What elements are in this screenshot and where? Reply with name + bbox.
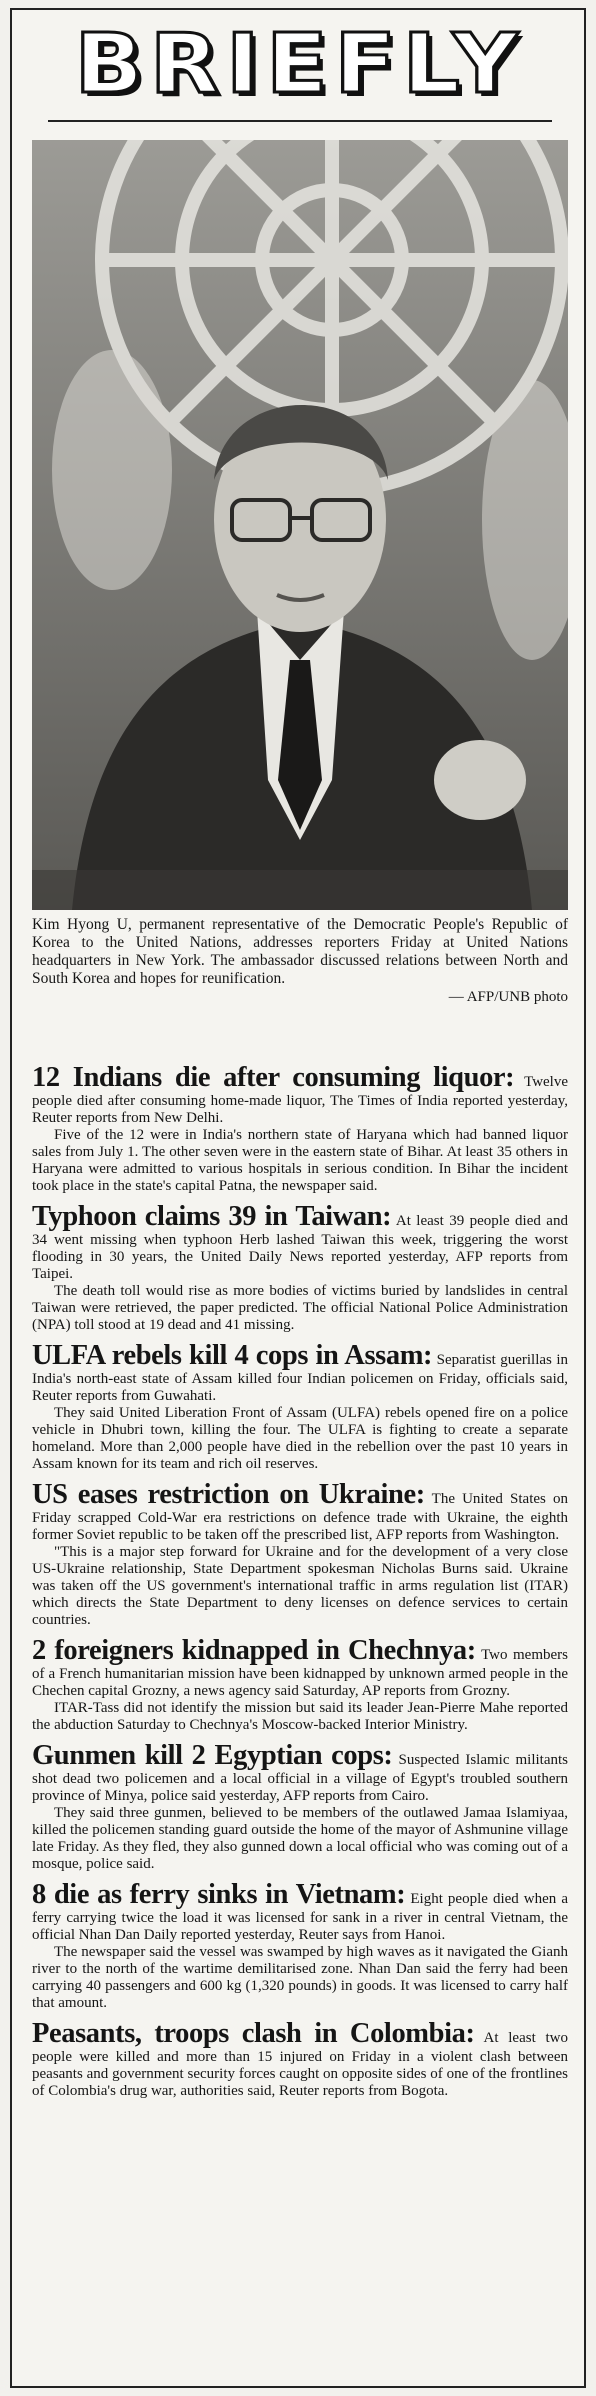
story-lead: Suspected Islamic militants shot dead two policemen and a local official in a village of Egypt's troubled southern province of Minya, police said yesterday, AFP reports from Cairo. bbox=[32, 1752, 568, 1804]
story-headline: 2 foreigners kidnapped in Chechnya: bbox=[32, 1635, 476, 1666]
story-paragraph: Five of the 12 were in India's northern state of Haryana which had banned liquor sales from July 1. The other seven were in the eastern state of Bihar. At least 35 others in Haryana were admitted to various hospitals in serious condition. In Bihar the incident took place in the state's capital Patna, the newspaper said. bbox=[32, 1127, 568, 1194]
story-headline: US eases restriction on Ukraine: bbox=[32, 1479, 425, 1510]
brief-story bbox=[32, 1340, 568, 1473]
story-lead: Twelve people died after consuming home-made liquor, The Times of India reported yesterday, Reuter reports from New Delhi. bbox=[32, 1074, 569, 1126]
story-paragraph: The newspaper said the vessel was swamped by high waves as it navigated the Gianh river to the north of the wartime demilitarised zone. Nhan Dan said the ferry had been carrying 40 passengers and 600 kg (1,320 pounds) in goods. It was licensed to carry half that amount. bbox=[32, 1944, 568, 2011]
story-paragraph: "This is a major step forward for Ukraine and for the development of a very close US-Ukraine relationship, State Department spokesman Nicholas Burns said. Ukraine was taken off the US government's international traffic in arms regulation list (ITAR) which directs the State Department to deny licenses on defence services to certain countries. bbox=[32, 1544, 568, 1628]
masthead bbox=[48, 16, 552, 112]
story-paragraph: The death toll would rise as more bodies of victims buried by landslides in central Taiwan were retrieved, the paper predicted. The official National Police Administration (NPA) toll stood at 19 dead and 41 missing. bbox=[32, 1283, 568, 1333]
story-headline: Peasants, troops clash in Colombia: bbox=[32, 2018, 475, 2049]
brief-story bbox=[32, 1062, 568, 1195]
story-lead: The United States on Friday scrapped Cold-War era restrictions on defence trade with Ukraine, the eighth former Soviet republic to be taken off the prescribed list, AFP reports from Washington. bbox=[32, 1491, 568, 1543]
brief-story bbox=[32, 2018, 568, 2100]
story-headline: Gunmen kill 2 Egyptian cops: bbox=[32, 1740, 393, 1771]
story-headline: Typhoon claims 39 in Taiwan: bbox=[32, 1201, 392, 1232]
brief-story bbox=[32, 1479, 568, 1629]
masthead-title: BRIEFLY bbox=[75, 16, 525, 112]
brief-story bbox=[32, 1740, 568, 1873]
story-headline: 12 Indians die after consuming liquor: bbox=[32, 1062, 515, 1093]
photo-credit: — AFP/UNB photo bbox=[448, 989, 568, 1005]
story-headline: 8 die as ferry sinks in Vietnam: bbox=[32, 1879, 406, 1910]
story-paragraph: ITAR-Tass did not identify the mission but said its leader Jean-Pierre Mahe reported the abduction Saturday to Chechnya's Moscow-backed Interior Ministry. bbox=[32, 1700, 568, 1733]
brief-story bbox=[32, 1879, 568, 2012]
story-paragraph: They said three gunmen, believed to be members of the outlawed Jamaa Islamiyaa, killed the policemen standing guard outside the home of the mayor of Ashmunine village late Friday. As they fled, they also gunned down a local official who was coming out of a mosque, police said. bbox=[32, 1805, 568, 1872]
brief-story bbox=[32, 1201, 568, 1334]
news-briefs bbox=[32, 1062, 568, 2106]
masthead-rule bbox=[48, 120, 552, 122]
story-paragraph: They said United Liberation Front of Assam (ULFA) rebels opened fire on a police vehicle in Dhubri town, killing the four. The ULFA is fighting to create a separate homeland. More than 2,000 people have died in the rebellion over the past 10 years in Assam known for its team and rich oil reserves. bbox=[32, 1405, 568, 1472]
caption-text: Kim Hyong U, permanent representative of the Democratic People's Republic of Korea to the United Nations, addresses reporters Friday at United Nations headquarters in New York. The ambassador discussed relations between North and South Korea and hopes for reunification. bbox=[32, 916, 568, 987]
story-lead: At least two people were killed and more than 15 injured on Friday in a violent clash between peasants and government security forces caught on opposite sides of one of the frontlines of Colombia's drug war, authorities said, Reuter reports from Bogota. bbox=[32, 2030, 568, 2099]
story-lead: Eight people died when a ferry carrying twice the load it was licensed for sank in a river in central Vietnam, the official Nhan Dan Daily reported yesterday, Reuter says from Hanoi. bbox=[32, 1891, 568, 1943]
news-photo bbox=[32, 140, 568, 910]
brief-story bbox=[32, 1635, 568, 1734]
story-headline: ULFA rebels kill 4 cops in Assam: bbox=[32, 1340, 433, 1371]
story-lead: At least 39 people died and 34 went missing when typhoon Herb lashed Taiwan this week, triggering the worst flooding in 30 years, the United Daily News reported yesterday, AFP reports from Taipei. bbox=[32, 1213, 568, 1282]
story-lead: Separatist guerillas in India's north-east state of Assam killed four Indian policemen on Friday, officials said, Reuter reports from Guwahati. bbox=[32, 1352, 568, 1404]
briefly-column bbox=[10, 8, 586, 2388]
story-lead: Two members of a French humanitarian mission have been kidnapped by unknown armed people in the Chechen capital Grozny, a news agency said Saturday, AP reports from Grozny. bbox=[32, 1647, 568, 1699]
photo-caption bbox=[32, 916, 568, 1006]
